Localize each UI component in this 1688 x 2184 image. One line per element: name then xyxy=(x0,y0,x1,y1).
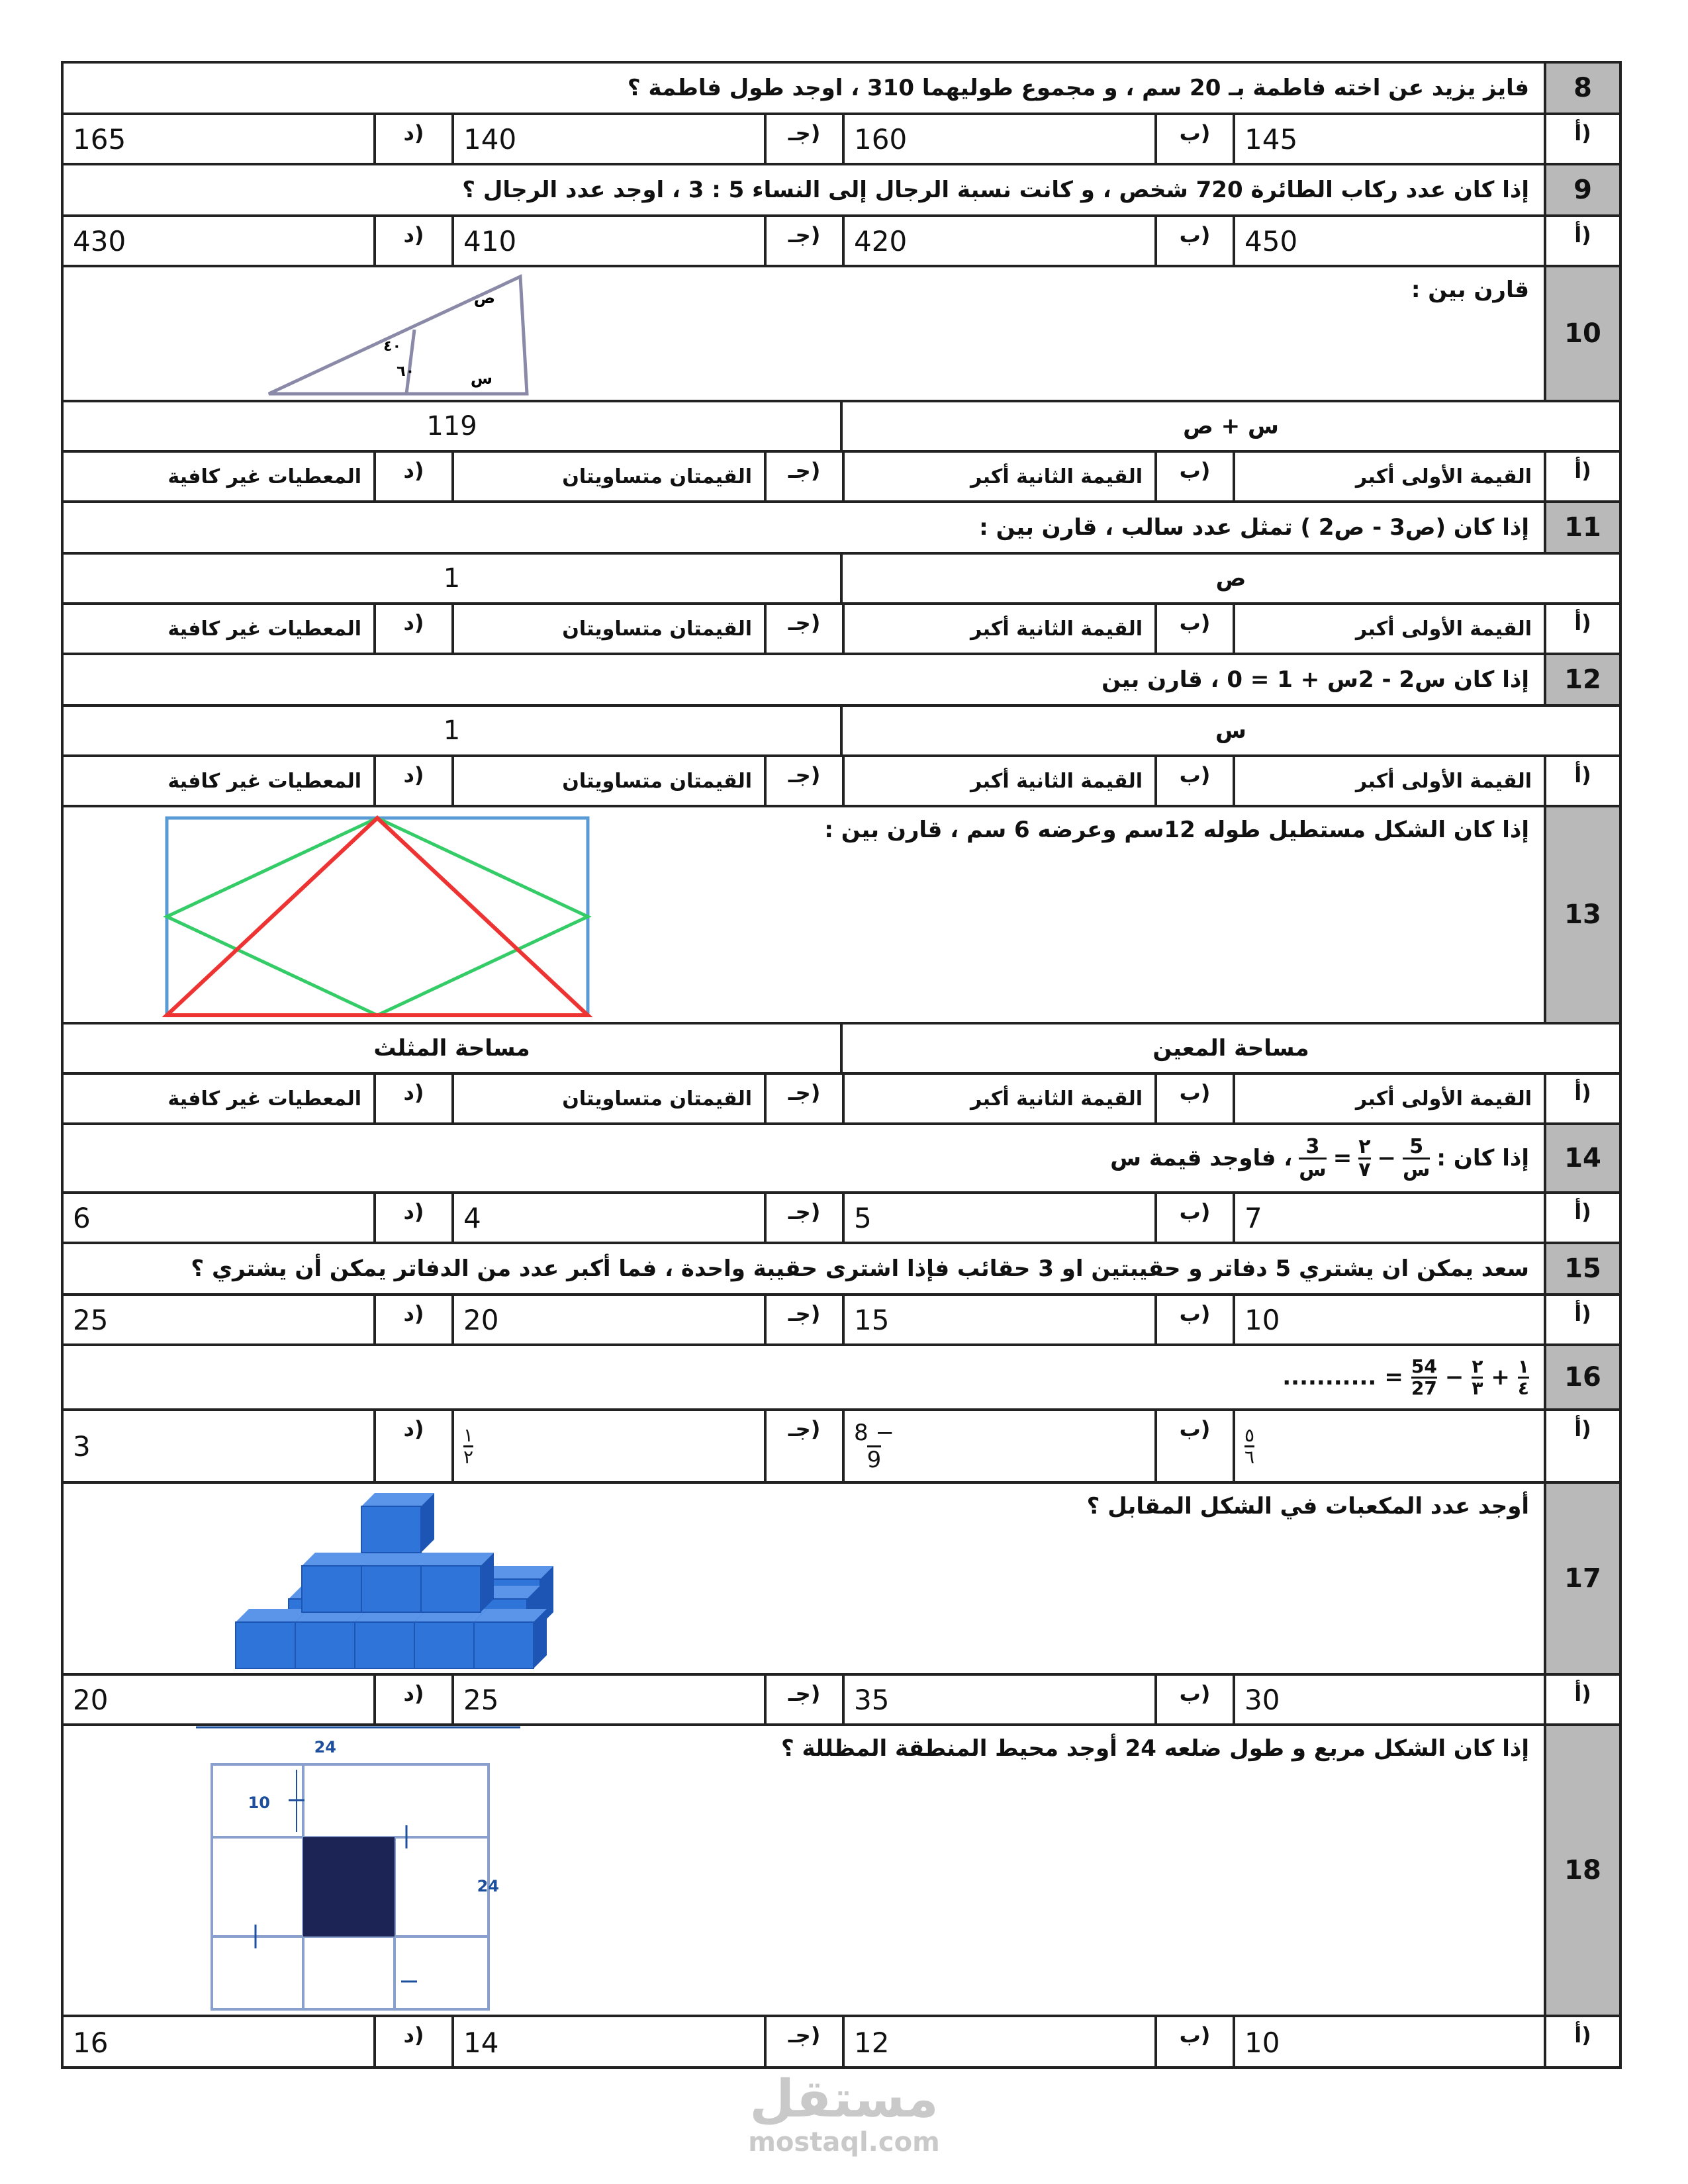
question-12-row xyxy=(64,655,1619,707)
question-number: 16 xyxy=(1544,1346,1619,1408)
option-label-a: أ) xyxy=(1544,115,1619,163)
rectangle-figure xyxy=(163,815,593,1021)
fraction-1-denominator: ٤ xyxy=(1517,1377,1529,1399)
question-text: قارن بين : xyxy=(1411,277,1529,303)
option-label-c: جـ) xyxy=(764,1676,842,1723)
watermark-logo: مستقل xyxy=(749,2070,939,2129)
option-label-a: أ) xyxy=(1544,1296,1619,1343)
option-a[interactable]: 10 xyxy=(1233,1296,1544,1343)
option-c[interactable]: القيمتان متساويتان xyxy=(451,757,764,805)
option-c[interactable]: القيمتان متساويتان xyxy=(451,1075,764,1122)
exam-sheet xyxy=(61,61,1622,2069)
question-number: 17 xyxy=(1544,1484,1619,1673)
option-c-numerator: ١ xyxy=(463,1424,474,1446)
figure-angle-1: ٤٠ xyxy=(383,338,401,355)
option-label-b: ب) xyxy=(1154,115,1233,163)
option-a[interactable]: 145 xyxy=(1233,115,1544,163)
option-label-d: د) xyxy=(373,1411,451,1481)
fraction-2 xyxy=(1358,1136,1370,1181)
option-b-fraction xyxy=(854,1420,894,1473)
option-label-d: د) xyxy=(373,1075,451,1122)
side-label-top: 24 xyxy=(314,1738,336,1756)
option-label-d: د) xyxy=(373,115,451,163)
option-label-a: أ) xyxy=(1544,1194,1619,1242)
option-label-d: د) xyxy=(373,2017,451,2068)
question-text: إذا كان س2 - 2س + 1 = 0 ، قارن بين xyxy=(1102,666,1529,693)
option-label-b: ب) xyxy=(1154,605,1233,653)
question-11-compare xyxy=(64,555,1619,605)
option-a-fraction xyxy=(1244,1426,1254,1467)
fraction-3-denominator: 27 xyxy=(1411,1377,1437,1399)
watermark xyxy=(741,2071,947,2158)
question-text: فايز يزيد عن اخته فاطمة بـ 20 سم ، و مجموع طوليهما 310 ، اوجد طول فاطمة ؟ xyxy=(627,75,1529,101)
fraction-1 xyxy=(1403,1136,1430,1181)
question-11-options xyxy=(64,605,1619,655)
option-label-d: د) xyxy=(373,605,451,653)
option-b[interactable]: القيمة الثانية أكبر xyxy=(842,1075,1154,1122)
option-label-d: د) xyxy=(373,1296,451,1343)
option-b[interactable]: القيمة الثانية أكبر xyxy=(842,605,1154,653)
option-label-c: جـ) xyxy=(764,605,842,653)
option-b[interactable]: 15 xyxy=(842,1296,1154,1343)
option-a[interactable]: 450 xyxy=(1233,217,1544,265)
fraction-3-numerator: 3 xyxy=(1305,1134,1320,1158)
option-label-b: ب) xyxy=(1154,1411,1233,1481)
question-13-row xyxy=(64,807,1619,1024)
question-12-options xyxy=(64,757,1619,807)
question-12-compare xyxy=(64,707,1619,757)
question-text: إذا كان عدد ركاب الطائرة 720 شخص ، و كانت نسبة الرجال إلى النساء 5 : 3 ، اوجد عدد الرجال ؟ xyxy=(462,177,1529,203)
fraction-1-denominator: س xyxy=(1403,1158,1430,1181)
question-17-row xyxy=(64,1484,1619,1676)
option-b-numerator: 8 − xyxy=(854,1419,894,1446)
option-d[interactable]: 25 xyxy=(73,1303,109,1336)
option-a[interactable] xyxy=(1233,1411,1544,1481)
option-d[interactable]: 165 xyxy=(73,122,126,156)
question-8-options xyxy=(64,115,1619,165)
option-c[interactable] xyxy=(451,1411,764,1481)
option-label-d: د) xyxy=(373,217,451,265)
compare-first: مساحة المعين xyxy=(840,1024,1619,1072)
option-c-denominator: ٢ xyxy=(463,1445,474,1468)
option-c[interactable]: 4 xyxy=(451,1194,764,1242)
question-8-row xyxy=(64,64,1619,115)
question-text: إذا كان الشكل مربع و طول ضلعه 24 أوجد محيط المنطقة المظللة ؟ xyxy=(780,1735,1529,1762)
cubes-figure xyxy=(229,1486,600,1672)
option-b[interactable]: 5 xyxy=(842,1194,1154,1242)
option-b[interactable]: 35 xyxy=(842,1676,1154,1723)
rhombus-shape xyxy=(167,818,588,1015)
question-expression: ١ ٤ + ٢ ٣ − $\frac{54}{27}$ = ........... xyxy=(1282,1355,1529,1399)
side-label-right: 24 xyxy=(477,1877,499,1895)
option-label-c: جـ) xyxy=(764,1194,842,1242)
option-a[interactable]: القيمة الأولى أكبر xyxy=(1233,605,1544,653)
figure-label-a: ص xyxy=(473,289,495,307)
option-d[interactable]: المعطيات غير كافية xyxy=(167,769,361,793)
compare-second: مساحة المثلث xyxy=(373,1035,530,1062)
question-10-row xyxy=(64,267,1619,402)
option-label-c: جـ) xyxy=(764,2017,842,2068)
question-text-prefix: إذا كان : xyxy=(1436,1145,1529,1171)
question-10-compare xyxy=(64,402,1619,453)
question-13-compare xyxy=(64,1024,1619,1075)
option-label-b: ب) xyxy=(1154,2017,1233,2068)
option-label-c: جـ) xyxy=(764,1411,842,1481)
question-18-options xyxy=(64,2017,1619,2068)
compare-second: 1 xyxy=(443,563,461,594)
compare-first: س xyxy=(840,707,1619,754)
question-15-options xyxy=(64,1296,1619,1346)
option-label-a: أ) xyxy=(1544,2017,1619,2068)
compare-first: ص xyxy=(840,555,1619,602)
question-text-area xyxy=(64,1484,1544,1673)
rectangle-outline xyxy=(167,818,588,1015)
triangle-shape xyxy=(167,818,588,1015)
option-label-a: أ) xyxy=(1544,1676,1619,1723)
question-14-options xyxy=(64,1194,1619,1244)
question-text-area xyxy=(64,1726,1544,2015)
question-text: إذا كان (ص3 - ص2 ) تمثل عدد سالب ، قارن بين : xyxy=(979,514,1529,541)
option-d[interactable]: 6 xyxy=(73,1201,91,1234)
question-9-row xyxy=(64,165,1619,217)
fraction-2 xyxy=(1472,1357,1483,1398)
option-label-a: أ) xyxy=(1544,1411,1619,1481)
figure-label-b: س xyxy=(470,369,492,388)
option-label-a: أ) xyxy=(1544,453,1619,500)
option-label-b: ب) xyxy=(1154,453,1233,500)
option-a-denominator: ٦ xyxy=(1244,1445,1255,1468)
option-b[interactable]: 160 xyxy=(842,115,1154,163)
option-label-b: ب) xyxy=(1154,1075,1233,1122)
question-text: إذا كان الشكل مستطيل طوله 12سم وعرضه 6 سم ، قارن بين : xyxy=(824,817,1529,843)
option-d[interactable]: 20 xyxy=(73,1683,109,1716)
compare-second: 1 xyxy=(443,715,461,746)
option-label-c: جـ) xyxy=(764,1075,842,1122)
small-label: 10 xyxy=(248,1794,270,1812)
option-c[interactable]: القيمتان متساويتان xyxy=(451,453,764,500)
question-16-row xyxy=(64,1346,1619,1411)
watermark-site: mostaql.com xyxy=(748,2127,940,2158)
option-d[interactable]: 16 xyxy=(73,2026,109,2059)
question-number: 9 xyxy=(1544,165,1619,214)
fraction-3-denominator: س xyxy=(1299,1158,1327,1181)
compare-second: 119 xyxy=(426,411,477,441)
option-c[interactable]: 14 xyxy=(451,2017,764,2068)
option-d[interactable]: المعطيات غير كافية xyxy=(167,617,361,641)
option-label-c: جـ) xyxy=(764,217,842,265)
option-label-a: أ) xyxy=(1544,217,1619,265)
question-16-options xyxy=(64,1411,1619,1484)
triangle-figure xyxy=(262,271,606,397)
option-a-numerator: ٥ xyxy=(1244,1424,1255,1446)
option-label-b: ب) xyxy=(1154,1676,1233,1723)
option-b[interactable]: 12 xyxy=(842,2017,1154,2068)
option-label-d: د) xyxy=(373,453,451,500)
answer-dots: ........... xyxy=(1282,1364,1377,1390)
fraction-3-numerator: 54 xyxy=(1411,1355,1437,1377)
option-label-d: د) xyxy=(373,1676,451,1723)
option-b-denominator: 9 xyxy=(867,1446,882,1473)
option-a[interactable]: القيمة الأولى أكبر xyxy=(1233,757,1544,805)
option-label-a: أ) xyxy=(1544,1075,1619,1122)
question-text: أوجد عدد المكعبات في الشكل المقابل ؟ xyxy=(1086,1493,1529,1520)
question-9-options xyxy=(64,217,1619,267)
option-d[interactable]: 3 xyxy=(73,1430,91,1463)
question-number: 10 xyxy=(1544,267,1619,400)
question-text-suffix: ، فاوجد قيمة س xyxy=(1110,1145,1293,1171)
question-number: 11 xyxy=(1544,503,1619,552)
option-label-b: ب) xyxy=(1154,1296,1233,1343)
question-number: 15 xyxy=(1544,1244,1619,1293)
option-label-b: ب) xyxy=(1154,1194,1233,1242)
option-label-d: د) xyxy=(373,1194,451,1242)
question-text: سعد يمكن ان يشتري 5 دفاتر و حقيبتين او 3 حقائب فإذا اشترى حقيبة واحدة ، فما أكبر عدد من الدفاتر يمكن أن يشتري ؟ xyxy=(191,1255,1529,1282)
question-text-area xyxy=(64,807,1544,1022)
fraction-1 xyxy=(1518,1357,1529,1398)
option-c[interactable]: 25 xyxy=(451,1676,764,1723)
fraction-1-numerator: 5 xyxy=(1409,1134,1424,1158)
question-15-row xyxy=(64,1244,1619,1296)
question-number: 12 xyxy=(1544,655,1619,704)
compare-first: س + ص xyxy=(840,402,1619,450)
option-a[interactable]: 10 xyxy=(1233,2017,1544,2068)
question-text-area xyxy=(64,267,1544,400)
option-a[interactable]: 7 xyxy=(1233,1194,1544,1242)
fraction-2-numerator: ٢ xyxy=(1358,1134,1371,1158)
square-figure xyxy=(123,1726,499,2015)
fraction-2-denominator: ٣ xyxy=(1472,1377,1483,1399)
fraction-1-numerator: ١ xyxy=(1517,1355,1529,1377)
option-b[interactable]: القيمة الثانية أكبر xyxy=(842,453,1154,500)
question-14-row xyxy=(64,1125,1619,1194)
option-c[interactable]: 140 xyxy=(451,115,764,163)
option-label-b: ب) xyxy=(1154,757,1233,805)
option-c-fraction xyxy=(463,1426,473,1467)
question-number: 13 xyxy=(1544,807,1619,1022)
option-d[interactable]: المعطيات غير كافية xyxy=(167,465,361,488)
question-17-options xyxy=(64,1676,1619,1726)
option-c[interactable]: 410 xyxy=(451,217,764,265)
question-10-options xyxy=(64,453,1619,503)
fraction-2-denominator: ٧ xyxy=(1358,1158,1371,1181)
option-label-a: أ) xyxy=(1544,757,1619,805)
option-a[interactable]: 30 xyxy=(1233,1676,1544,1723)
question-text-area: إذا كان : 5 س − ٢ ٧ = 3 س ، فاوجد قيمة س xyxy=(1110,1134,1529,1181)
option-a[interactable]: القيمة الأولى أكبر xyxy=(1233,1075,1544,1122)
question-18-row xyxy=(64,1726,1619,2017)
option-b[interactable]: 420 xyxy=(842,217,1154,265)
option-label-b: ب) xyxy=(1154,217,1233,265)
option-label-c: جـ) xyxy=(764,1296,842,1343)
option-c[interactable]: 20 xyxy=(451,1296,764,1343)
option-a[interactable]: القيمة الأولى أكبر xyxy=(1233,453,1544,500)
fraction-2-numerator: ٢ xyxy=(1472,1355,1483,1377)
fraction-3 xyxy=(1411,1357,1437,1398)
option-label-c: جـ) xyxy=(764,115,842,163)
option-label-c: جـ) xyxy=(764,757,842,805)
option-d[interactable]: 430 xyxy=(73,224,126,257)
question-number: 8 xyxy=(1544,64,1619,113)
option-label-c: جـ) xyxy=(764,453,842,500)
option-label-a: أ) xyxy=(1544,605,1619,653)
figure-angle-2: ٦٠ xyxy=(397,363,414,380)
option-c[interactable]: القيمتان متساويتان xyxy=(451,605,764,653)
option-b[interactable]: القيمة الثانية أكبر xyxy=(842,757,1154,805)
question-number: 14 xyxy=(1544,1125,1619,1191)
question-number: 18 xyxy=(1544,1726,1619,2015)
option-b[interactable] xyxy=(842,1411,1154,1481)
option-d[interactable]: المعطيات غير كافية xyxy=(167,1087,361,1111)
question-11-row xyxy=(64,503,1619,555)
fraction-3 xyxy=(1299,1136,1326,1181)
option-label-d: د) xyxy=(373,757,451,805)
question-13-options xyxy=(64,1075,1619,1125)
